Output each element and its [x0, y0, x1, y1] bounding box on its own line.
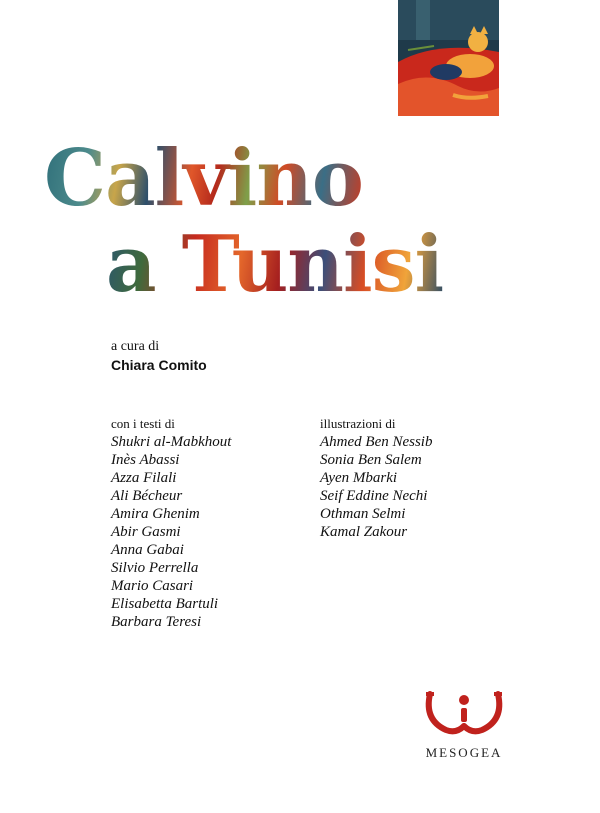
illustrators-label: illustrazioni di — [320, 416, 396, 431]
author-name: Ali Bécheur — [111, 488, 183, 504]
illustrator-name: Sonia Ben Salem — [320, 452, 422, 468]
author-name: Anna Gabai — [111, 542, 184, 558]
author-name: Abir Gasmi — [111, 524, 181, 540]
publisher-name: MESOGEA — [425, 745, 503, 760]
book-title-line-2: a Tunisi — [106, 219, 444, 310]
illustrators-list — [320, 415, 432, 541]
author-name: Silvio Perrella — [111, 560, 199, 576]
author-name: Mario Casari — [111, 578, 194, 594]
editor-credit — [111, 338, 207, 376]
editor-name: Chiara Comito — [111, 357, 207, 373]
illustrator-name: Ahmed Ben Nessib — [320, 434, 433, 450]
illustrator-name: Ayen Mbarki — [320, 470, 398, 486]
authors-list — [111, 415, 231, 631]
editor-label: a cura di — [111, 339, 160, 354]
author-name: Elisabetta Bartuli — [111, 596, 219, 612]
author-name: Shukri al-Mabkhout — [111, 434, 232, 450]
cover-illustration — [398, 0, 499, 116]
author-name: Barbara Teresi — [111, 614, 202, 630]
book-title-line-1: Calvino — [44, 133, 363, 224]
authors-label: con i testi di — [111, 416, 175, 431]
illustrator-name: Kamal Zakour — [320, 524, 408, 540]
author-name: Inès Abassi — [111, 452, 180, 468]
author-name: Amira Ghenim — [111, 506, 200, 522]
author-name: Azza Filali — [111, 470, 177, 486]
illustrator-name: Othman Selmi — [320, 506, 406, 522]
illustrator-name: Seif Eddine Nechi — [320, 488, 428, 504]
